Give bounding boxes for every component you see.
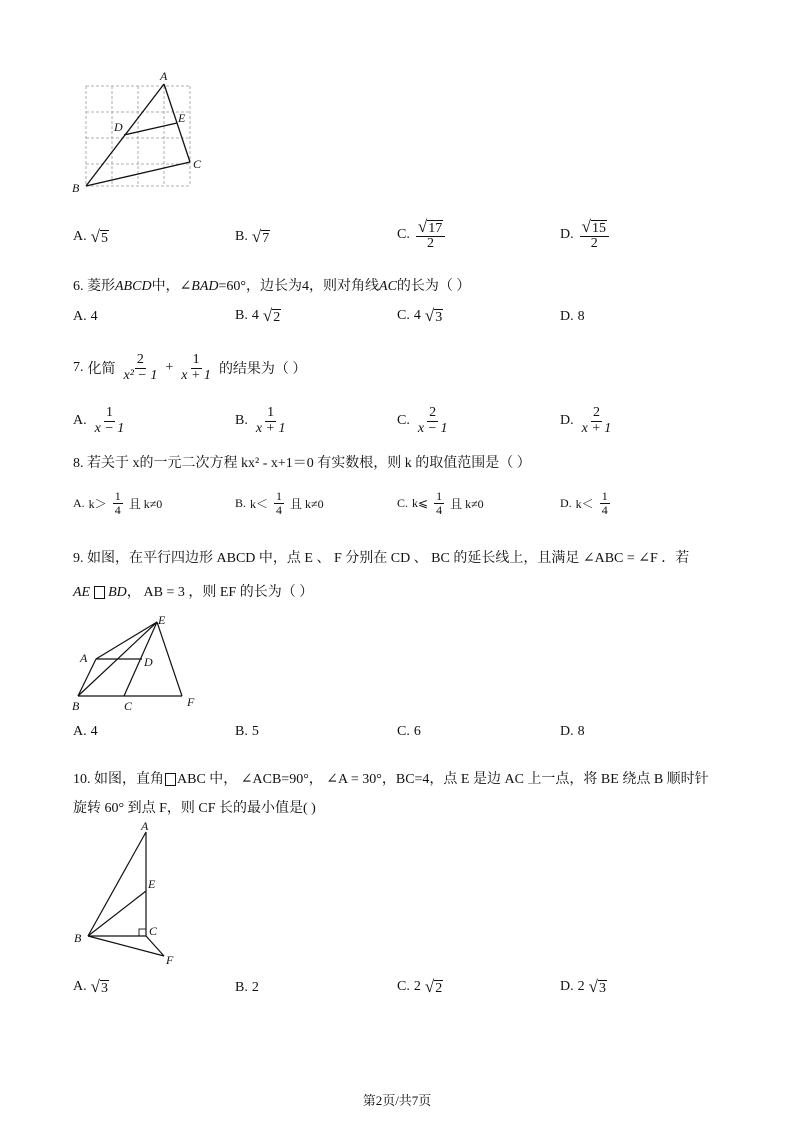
math: BD — [108, 585, 127, 600]
coefficient: 2 — [413, 979, 421, 995]
fraction — [179, 353, 213, 383]
fraction — [274, 490, 284, 516]
radicand: 15 — [591, 221, 606, 236]
option-letter: C. — [397, 979, 410, 995]
denominator: x² − 1 — [123, 367, 158, 383]
math: AC — [379, 279, 397, 294]
q5-triangle — [86, 84, 190, 186]
numerator: 1 — [105, 405, 113, 420]
sqrt-expr: √ 3 — [588, 977, 606, 996]
operator: + — [165, 360, 174, 376]
option-letter: B. — [235, 308, 248, 324]
q5-figure — [70, 68, 210, 198]
radicand: 2 — [435, 981, 443, 996]
numerator: 2 — [429, 405, 437, 420]
question-number: 7. — [73, 360, 84, 376]
text: 的结果为（ ） — [218, 362, 307, 378]
radicand: 3 — [100, 981, 108, 996]
math: AE — [73, 585, 91, 600]
q9-label-b: B — [72, 699, 80, 712]
radicand: 7 — [262, 231, 270, 246]
text: k＜ — [250, 496, 269, 511]
denominator: 4 — [276, 502, 283, 517]
q6-option-c[interactable] — [397, 307, 443, 325]
option-letter: D. — [560, 979, 574, 995]
q8-option-b[interactable] — [235, 490, 324, 516]
q10-figure — [70, 818, 190, 968]
text: 如图，在平行四边形 ABCD 中，点 E 、 F 分别在 CD 、 BC 的延长线上，且满足 ∠ABC = ∠F ．若 — [87, 551, 690, 566]
radicand: 2 — [273, 310, 281, 325]
option-letter: A. — [73, 309, 87, 324]
option-letter: B. — [235, 495, 247, 510]
q9-stem-line2 — [73, 581, 313, 601]
q9-label-d: D — [144, 655, 153, 669]
text: 且 k≠0 — [290, 496, 324, 511]
fraction — [122, 353, 160, 383]
q9-option-c[interactable] — [397, 724, 421, 740]
numerator: 1 — [436, 489, 443, 503]
text: 旋转 60° 到点 F，则 CF 长的最小值是( ) — [73, 801, 316, 816]
question-number: 9. — [73, 551, 84, 566]
q9-label-c: C — [124, 699, 133, 712]
question-number: 8. — [73, 456, 84, 471]
sqrt-expr: √ 3 — [424, 306, 443, 325]
option-value: 4 — [90, 724, 98, 739]
text: 且 k≠0 — [128, 496, 163, 511]
q10-label-a: A — [141, 819, 149, 833]
denominator: 2 — [427, 236, 435, 252]
fraction — [113, 490, 123, 516]
option-letter: B. — [235, 413, 248, 429]
q10-stem-line1 — [73, 768, 709, 788]
q10-option-b[interactable] — [235, 980, 259, 996]
numerator: 1 — [267, 405, 275, 420]
q9-line-ae — [96, 622, 157, 659]
option-value: 2 — [251, 980, 259, 995]
q9-stem-line1 — [73, 547, 689, 567]
q9-label-a: A — [80, 651, 88, 665]
q10-option-a[interactable] — [73, 978, 109, 996]
q10-label-b: B — [74, 931, 82, 945]
math: 4 — [302, 279, 310, 294]
text: =60°，边长为 — [218, 279, 303, 294]
text: ABC 中， ∠ACB=90°， ∠A = 30°，BC=4，点 E 是边 AC 上一点，将 BE 绕点 B 顺时针 — [177, 772, 709, 787]
q5-option-b[interactable] — [235, 228, 270, 246]
denominator: 2 — [590, 236, 598, 252]
option-value: 4 — [90, 309, 98, 324]
sqrt-expr: √ 2 — [262, 306, 281, 325]
numerator: 1 — [601, 489, 608, 503]
denominator: x + 1 — [181, 367, 211, 383]
q10-line-be — [88, 891, 146, 936]
q8-option-a[interactable] — [73, 490, 162, 516]
coefficient: 4 — [251, 308, 259, 324]
text: k＞ — [88, 496, 107, 511]
q6-stem — [73, 275, 470, 295]
q5-label-e: E — [178, 111, 186, 125]
denominator: 4 — [601, 502, 608, 517]
fraction — [254, 406, 288, 436]
option-letter: C. — [397, 495, 409, 510]
triangle-symbol — [165, 773, 176, 786]
option-letter: B. — [235, 980, 248, 995]
math: ABCD — [115, 279, 152, 294]
q5-option-c[interactable] — [397, 218, 447, 252]
text: ， AB = 3 ，则 EF 的长为（ ） — [126, 585, 314, 600]
text: ，则对角线 — [309, 279, 380, 294]
option-letter: C. — [397, 308, 410, 324]
denominator: 4 — [114, 502, 121, 517]
q5-label-a: A — [160, 69, 168, 83]
q10-option-c[interactable] — [397, 978, 443, 996]
denominator: x + 1 — [581, 420, 612, 436]
option-letter: C. — [397, 724, 410, 739]
sqrt-expr: √ 5 — [90, 227, 108, 246]
q6-option-b[interactable] — [235, 307, 281, 325]
radicand: 3 — [598, 981, 606, 996]
radicand: 3 — [435, 310, 443, 325]
q9-line-ef — [157, 622, 182, 696]
option-letter: C. — [397, 227, 410, 243]
q9-label-f: F — [187, 695, 195, 709]
option-value: 5 — [251, 724, 259, 739]
sqrt-expr: √ 3 — [90, 977, 108, 996]
text: k⩽ — [412, 495, 429, 510]
q7-option-a[interactable] — [73, 406, 128, 436]
q5-grid — [86, 86, 190, 186]
q10-label-f: F — [166, 953, 174, 967]
q7-option-d[interactable] — [560, 406, 615, 436]
denominator: x − 1 — [94, 420, 125, 436]
fraction — [580, 406, 614, 436]
option-letter: C. — [397, 413, 410, 429]
q6-option-a[interactable] — [73, 309, 98, 325]
q9-option-a[interactable] — [73, 724, 98, 740]
option-letter: A. — [73, 495, 85, 510]
q7-stem — [73, 353, 306, 383]
parallel-symbol — [94, 586, 105, 599]
q10-label-c: C — [149, 924, 158, 938]
q5-option-d[interactable] — [560, 218, 611, 252]
sqrt-expr: √ 2 — [424, 977, 443, 996]
q10-line-bf — [88, 936, 164, 956]
radicand: 17 — [428, 221, 443, 236]
option-letter: D. — [560, 227, 574, 243]
text: 菱形 — [87, 279, 115, 294]
q9-label-e: E — [158, 613, 166, 627]
q6-option-d[interactable] — [560, 309, 585, 325]
q7-option-c[interactable] — [397, 406, 452, 436]
q9-option-b[interactable] — [235, 724, 259, 740]
fraction — [416, 406, 450, 436]
q7-option-b[interactable] — [235, 406, 290, 436]
option-letter: A. — [73, 229, 87, 245]
numerator: 1 — [114, 489, 121, 503]
text: 的长为（ ） — [396, 279, 471, 294]
fraction — [434, 490, 444, 516]
option-letter: B. — [235, 229, 248, 245]
option-value: 6 — [413, 724, 421, 739]
text: 中， — [151, 279, 180, 294]
option-letter: D. — [560, 724, 574, 739]
denominator: x + 1 — [255, 420, 286, 436]
text: 如图，直角 — [94, 772, 164, 787]
q10-stem-line2 — [73, 797, 316, 817]
q8-stem — [73, 452, 531, 472]
q9-option-d[interactable] — [560, 724, 585, 740]
q10-label-e: E — [148, 877, 156, 891]
page-footer: 第2页/共7页 — [362, 1093, 432, 1108]
coefficient: 2 — [577, 979, 585, 995]
option-letter: D. — [560, 413, 574, 429]
numerator: 1 — [276, 489, 283, 503]
option-letter: B. — [235, 724, 248, 739]
text: 且 k≠0 — [450, 496, 484, 511]
option-letter: A. — [73, 724, 87, 739]
q10-option-d[interactable] — [560, 978, 607, 996]
sqrt-expr: √ 7 — [251, 227, 270, 246]
coefficient: 4 — [413, 308, 421, 324]
q5-label-c: C — [193, 157, 202, 171]
numerator: 1 — [192, 352, 200, 367]
q5-label-b: B — [72, 181, 80, 195]
q10-line-ab — [88, 832, 146, 936]
option-value: 8 — [577, 724, 585, 739]
q5-option-a[interactable] — [73, 228, 109, 246]
text: k＜ — [575, 496, 594, 511]
q5-label-d: D — [114, 120, 123, 134]
option-letter: A. — [73, 979, 87, 995]
fraction — [93, 406, 127, 436]
fraction: √ 15 2 — [580, 218, 609, 252]
numerator: 2 — [592, 405, 600, 420]
numerator: 2 — [136, 352, 144, 367]
denominator: 4 — [436, 502, 443, 517]
option-letter: A. — [73, 413, 87, 429]
q8-option-d[interactable] — [560, 490, 612, 516]
fraction: √ 17 2 — [416, 218, 445, 252]
denominator: x − 1 — [417, 420, 448, 436]
q10-line-cf — [146, 936, 164, 956]
q10-right-angle — [139, 929, 146, 936]
option-value: 8 — [577, 309, 585, 324]
text: 化简 — [87, 362, 116, 378]
question-number: 6. — [73, 279, 84, 294]
math: ∠BAD — [179, 279, 219, 294]
option-letter: D. — [560, 495, 572, 510]
option-letter: D. — [560, 309, 574, 324]
text: 若关于 x的一元二次方程 kx² - x+1＝0 有实数根，则 k 的取值范围是（ ） — [87, 456, 531, 471]
q9-figure — [70, 612, 210, 712]
question-number: 10. — [73, 772, 91, 787]
radicand: 5 — [100, 231, 108, 246]
q8-option-c[interactable] — [397, 490, 484, 516]
fraction — [600, 490, 610, 516]
